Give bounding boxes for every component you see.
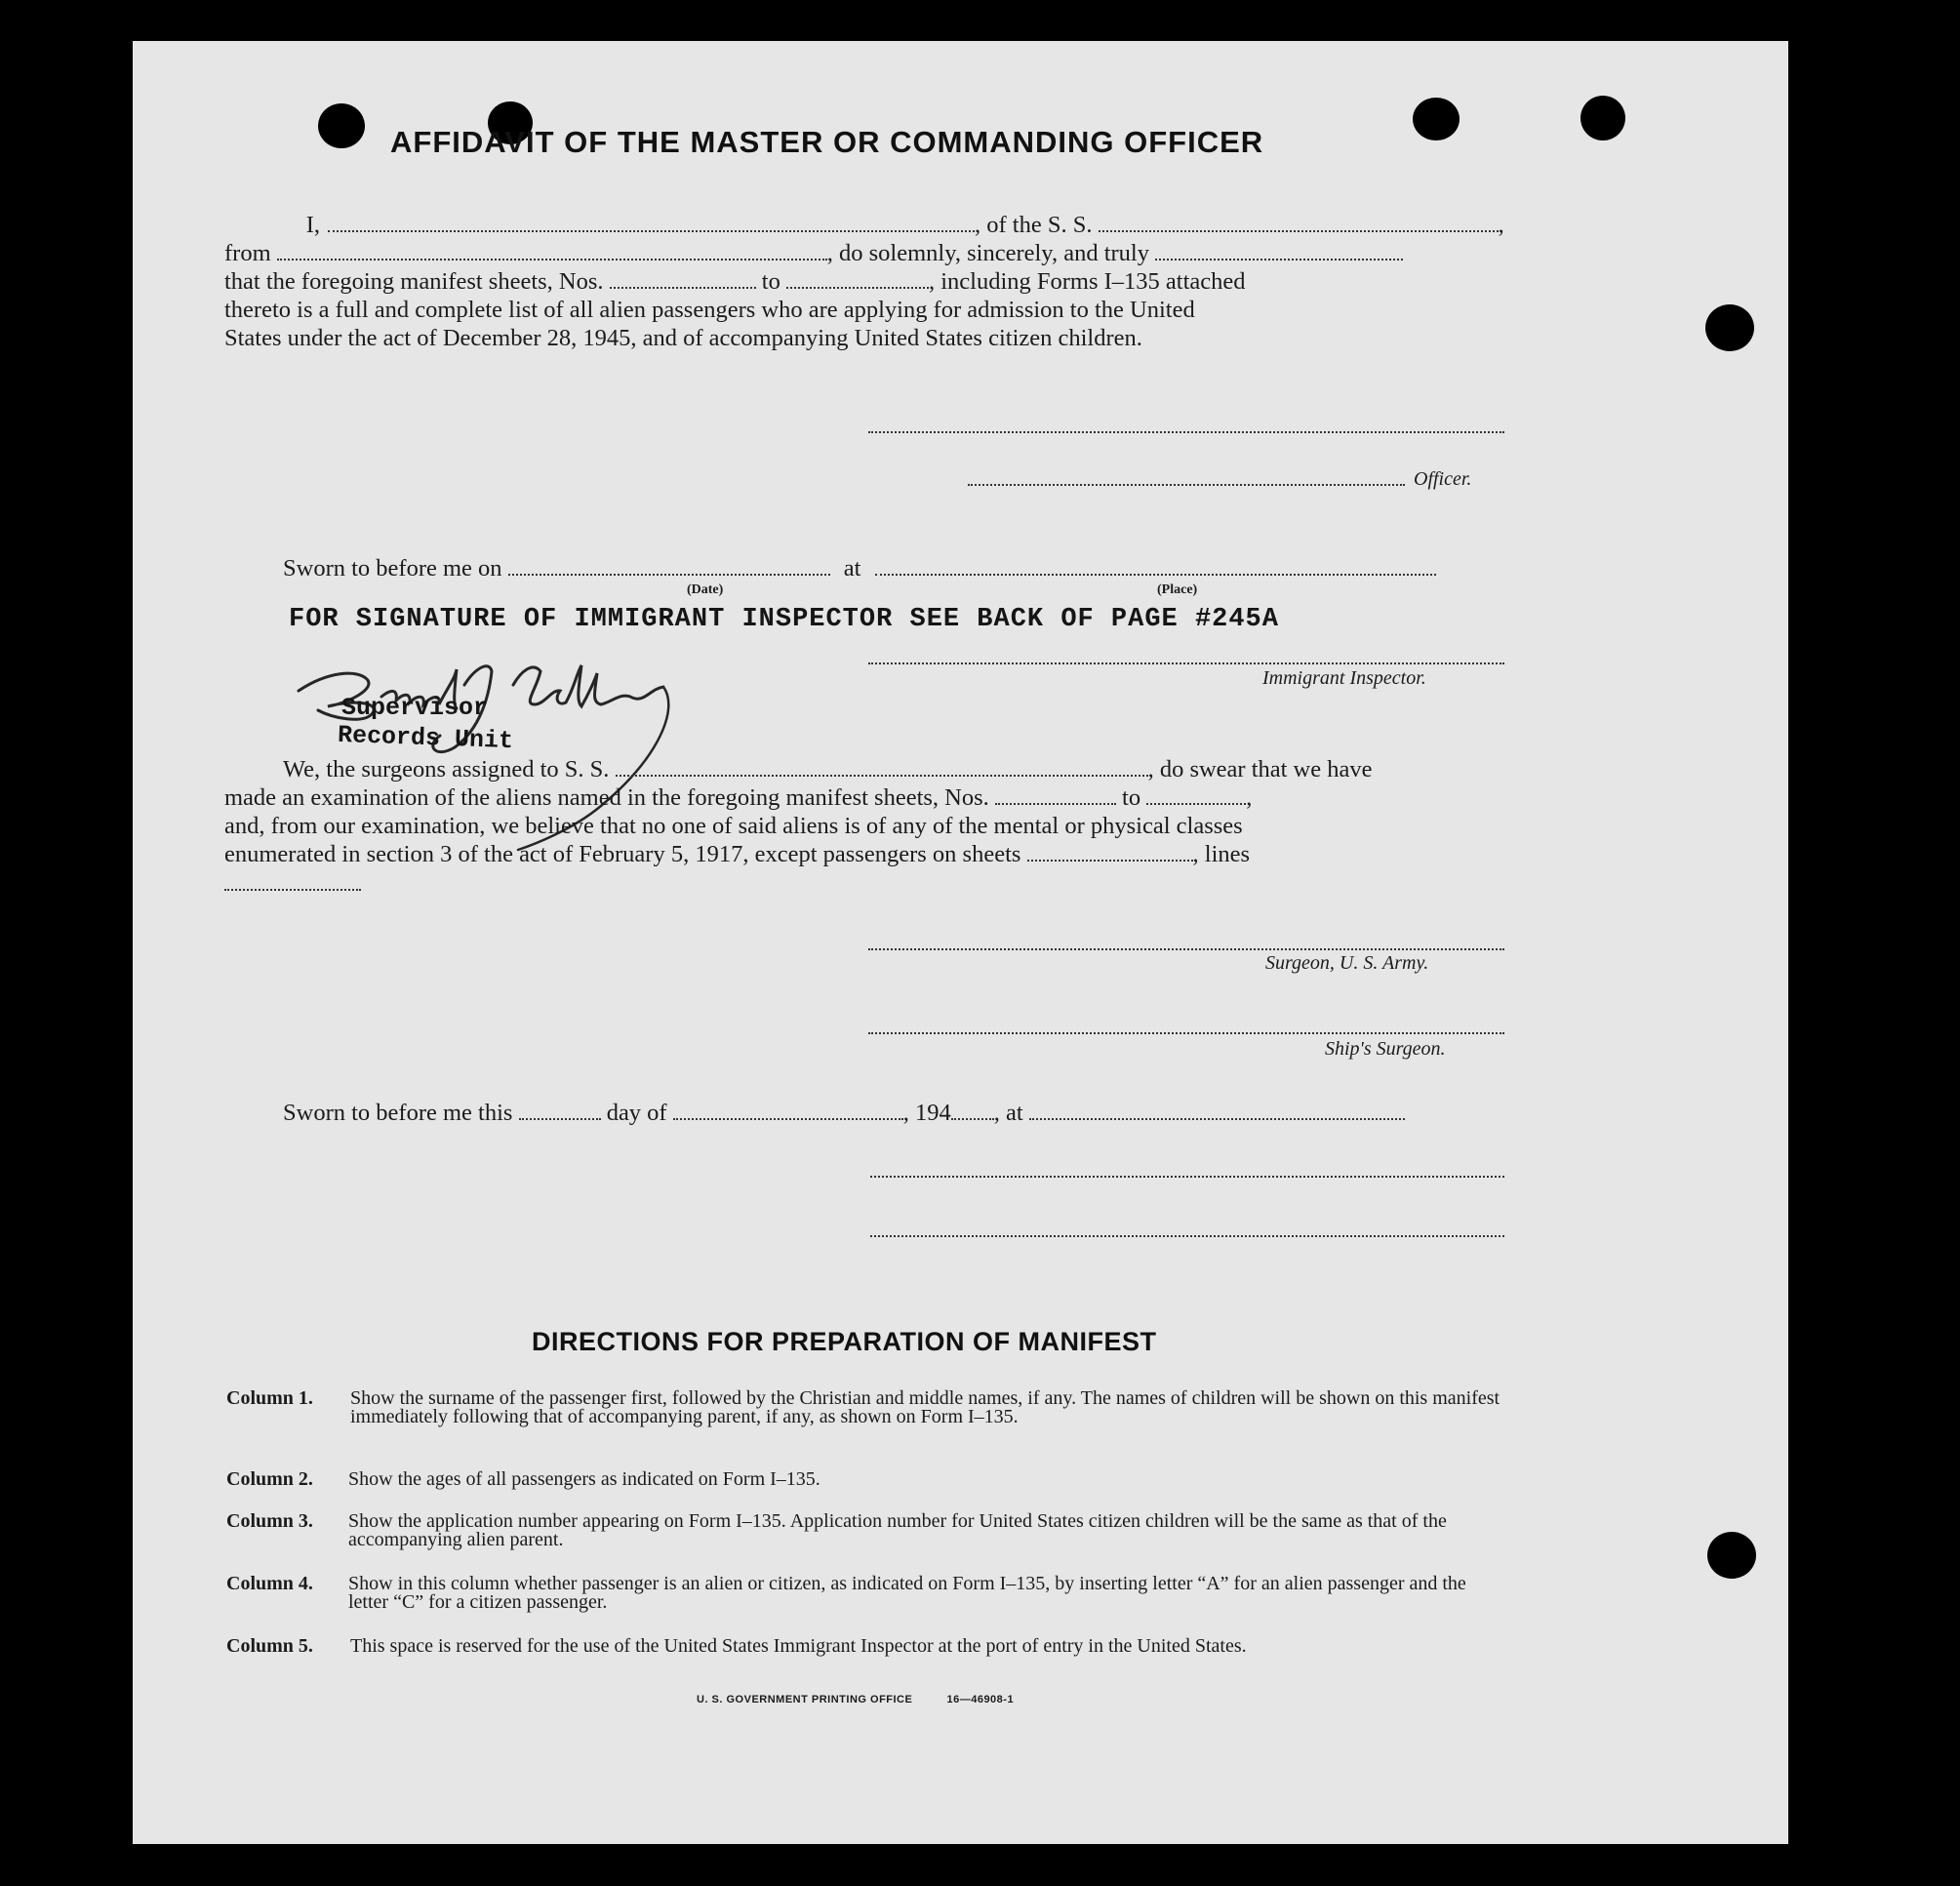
direction-item-2-text: Show the ages of all passengers as indicated on Form I–135. bbox=[348, 1468, 820, 1490]
master-line-2 bbox=[224, 239, 1403, 268]
master-line2-start: from bbox=[224, 240, 271, 266]
surgeons-sworn-year: , 194 bbox=[902, 1100, 951, 1126]
place-caption: (Place) bbox=[1157, 582, 1198, 597]
surgeons-line2-start: made an examination of the aliens named in the foregoing manifest sheets, Nos. bbox=[224, 784, 989, 811]
army-surgeon-caption: Surgeon, U. S. Army. bbox=[1265, 952, 1429, 974]
except-lines-field[interactable] bbox=[224, 889, 361, 891]
master-line3-end: , including Forms I–135 attached bbox=[928, 268, 1246, 295]
master-name-field[interactable] bbox=[328, 211, 975, 232]
stamp-records-unit: Records Unit bbox=[337, 720, 514, 756]
inspector-signature-line[interactable] bbox=[868, 662, 1504, 664]
punch-hole bbox=[1707, 1532, 1756, 1579]
master-sworn-line bbox=[283, 554, 1436, 583]
master-line-3 bbox=[224, 267, 1246, 297]
sheet-from-field[interactable] bbox=[610, 267, 756, 289]
surgeons-line1-start: We, the surgeons assigned to S. S. bbox=[283, 756, 610, 782]
except-sheets-field[interactable] bbox=[1027, 840, 1193, 862]
direction-item-2-label: Column 2. bbox=[226, 1468, 313, 1490]
extra-field[interactable] bbox=[1155, 239, 1403, 261]
surgeons-sworn-line bbox=[283, 1099, 1405, 1128]
surgeons-sheet-to-field[interactable] bbox=[1146, 783, 1246, 805]
inspector-stamp-text: FOR SIGNATURE OF IMMIGRANT INSPECTOR SEE BACK OF PAGE #245A bbox=[289, 605, 1279, 634]
surgeons-line2-end: , bbox=[1246, 784, 1253, 811]
punch-hole bbox=[1705, 304, 1754, 351]
surgeons-line2-mid: to bbox=[1122, 784, 1141, 811]
surgeons-sworn-day: day of bbox=[606, 1100, 667, 1126]
inspector-caption: Immigrant Inspector. bbox=[1262, 667, 1426, 689]
punch-hole bbox=[1580, 96, 1625, 140]
ship-surgeon-caption: Ship's Surgeon. bbox=[1325, 1038, 1446, 1060]
surgeons-line4-start: enumerated in section 3 of the act of February 5, 1917, except passengers on sheets bbox=[224, 841, 1021, 867]
directions-heading: DIRECTIONS FOR PREPARATION OF MANIFEST bbox=[532, 1327, 1157, 1356]
master-line1-end: , bbox=[1498, 212, 1504, 238]
surgeons-line-1 bbox=[283, 755, 1373, 784]
surgeons-line4-end: , lines bbox=[1192, 841, 1251, 867]
surgeons-line1-end: , do swear that we have bbox=[1147, 756, 1373, 782]
master-line3-start: that the foregoing manifest sheets, Nos. bbox=[224, 268, 604, 295]
officer-signature-line-2[interactable] bbox=[870, 1176, 1504, 1178]
sheet-to-field[interactable] bbox=[786, 267, 929, 289]
sworn-day-field[interactable] bbox=[519, 1099, 601, 1120]
direction-item-3-text: Show the application number appearing on Form I–135. Application number for United States citizen children will be the same as that of the accompanying alien parent. bbox=[348, 1510, 1447, 1550]
master-sworn-start: Sworn to before me on bbox=[283, 555, 502, 582]
officer-signature-line[interactable] bbox=[868, 431, 1504, 433]
officer-title-line[interactable] bbox=[968, 484, 1405, 486]
ship-name-field[interactable] bbox=[1099, 211, 1499, 232]
officer-caption: Officer. bbox=[1414, 468, 1472, 490]
surgeons-line-2 bbox=[224, 783, 1252, 813]
direction-item-5-label: Column 5. bbox=[226, 1635, 313, 1657]
punch-hole bbox=[318, 103, 365, 148]
direction-item-4-label: Column 4. bbox=[226, 1573, 313, 1594]
punch-hole bbox=[1413, 98, 1460, 140]
stamp-supervisor: Supervisor bbox=[341, 694, 489, 722]
sworn-place-field[interactable] bbox=[875, 554, 1436, 576]
master-line-5: States under the act of December 28, 1945, and of accompanying United States citizen children. bbox=[224, 325, 1142, 351]
sworn-date-field[interactable] bbox=[508, 554, 830, 576]
form-code: 16—46908-1 bbox=[946, 1694, 1015, 1705]
surgeons-sheet-from-field[interactable] bbox=[995, 783, 1116, 805]
master-line1-start: I, bbox=[305, 212, 320, 238]
sworn-year-field[interactable] bbox=[951, 1099, 994, 1120]
direction-item-4-text: Show in this column whether passenger is an alien or citizen, as indicated on Form I–135, by inserting letter “A” for an alien passenger and the letter “C” for a citizen passenger. bbox=[348, 1573, 1466, 1613]
surgeons-ship-field[interactable] bbox=[616, 755, 1148, 777]
master-line2-mid: , do solemnly, sincerely, and truly bbox=[826, 240, 1149, 266]
date-caption: (Date) bbox=[687, 582, 724, 597]
direction-item-3-label: Column 3. bbox=[226, 1510, 313, 1532]
ship-surgeon-signature-line[interactable] bbox=[868, 1032, 1504, 1034]
sworn-place-field-2[interactable] bbox=[1029, 1099, 1405, 1120]
master-line-1 bbox=[274, 211, 1504, 240]
master-line1-mid: , of the S. S. bbox=[975, 212, 1093, 238]
master-line3-mid: to bbox=[761, 268, 780, 295]
port-from-field[interactable] bbox=[277, 239, 827, 261]
officer-title-line-2[interactable] bbox=[870, 1235, 1504, 1237]
army-surgeon-signature-line[interactable] bbox=[868, 948, 1504, 950]
surgeons-line-4 bbox=[224, 840, 1250, 869]
direction-item-1-label: Column 1. bbox=[226, 1387, 313, 1409]
sworn-month-field[interactable] bbox=[673, 1099, 903, 1120]
surgeons-line-3: and, from our examination, we believe that no one of said aliens is of any of the mental or physical classes bbox=[224, 813, 1243, 839]
document-page bbox=[133, 41, 1788, 1844]
printer-credit bbox=[697, 1694, 1014, 1705]
master-sworn-at: at bbox=[843, 555, 861, 582]
printer-name: U. S. GOVERNMENT PRINTING OFFICE bbox=[697, 1694, 913, 1705]
master-line-4: thereto is a full and complete list of all alien passengers who are applying for admission to the United bbox=[224, 297, 1195, 323]
surgeons-sworn-at: , at bbox=[993, 1100, 1023, 1126]
page-title: AFFIDAVIT OF THE MASTER OR COMMANDING OFFICER bbox=[390, 125, 1264, 159]
surgeons-sworn-start: Sworn to before me this bbox=[283, 1100, 513, 1126]
direction-item-1-text: Show the surname of the passenger first, followed by the Christian and middle names, if any. The names of children will be shown on this manifest immediately following that of accompanying parent, if any, as shown on Form I–135. bbox=[350, 1387, 1500, 1427]
direction-item-5-text: This space is reserved for the use of the United States Immigrant Inspector at the port of entry in the United States. bbox=[350, 1635, 1247, 1657]
